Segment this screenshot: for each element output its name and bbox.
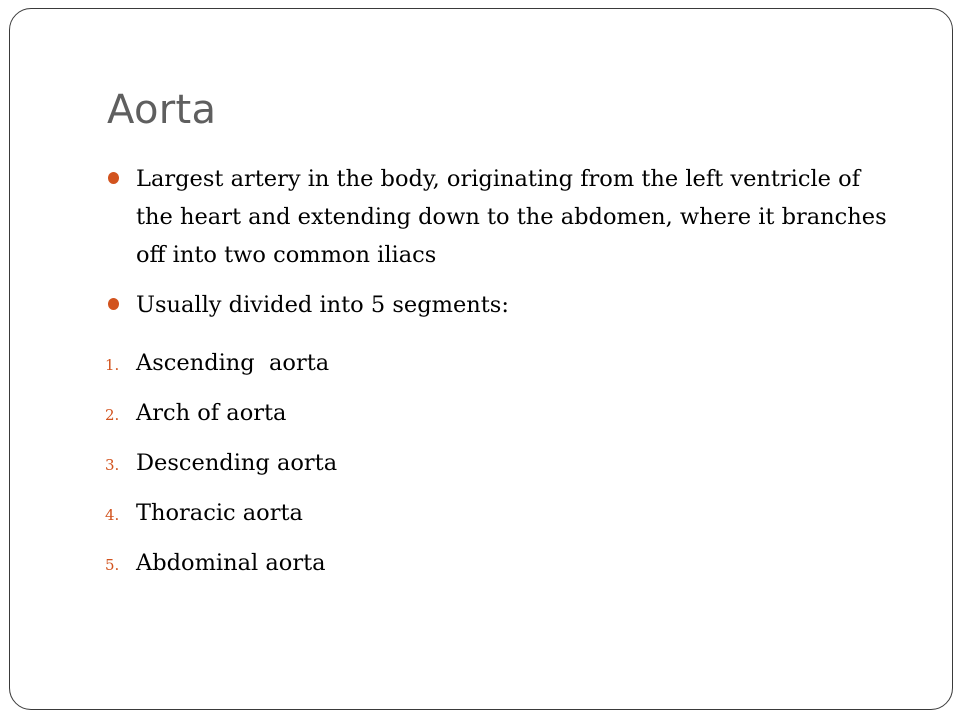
segment-list (105, 338, 337, 588)
segment-item (105, 488, 337, 538)
segment-label: Descending aorta (136, 450, 338, 476)
segment-number: 4. (105, 506, 120, 524)
slide-title: Aorta (107, 87, 217, 133)
segment-label: Abdominal aorta (136, 550, 326, 576)
segment-number: 5. (105, 556, 120, 574)
segment-item (105, 388, 337, 438)
bullet-dot-icon (108, 172, 119, 184)
bullet-dot-icon (108, 298, 119, 310)
segment-item (105, 538, 337, 588)
segment-number: 2. (105, 406, 120, 424)
segment-item (105, 338, 337, 388)
segment-label: Arch of aorta (136, 400, 287, 426)
bullet-list (105, 160, 895, 324)
segment-item (105, 438, 337, 488)
segment-label: Thoracic aorta (136, 500, 303, 526)
bullet-text: Largest artery in the body, originating from the left ventricle of the heart and extending down to the abdomen, where it branches off into two common iliacs (136, 166, 887, 268)
bullet-item (105, 160, 895, 274)
bullet-text: Usually divided into 5 segments: (136, 292, 509, 318)
segment-label: Ascending aorta (136, 350, 330, 376)
segment-number: 3. (105, 456, 120, 474)
segment-number: 1. (105, 356, 120, 374)
bullet-item (105, 286, 895, 324)
